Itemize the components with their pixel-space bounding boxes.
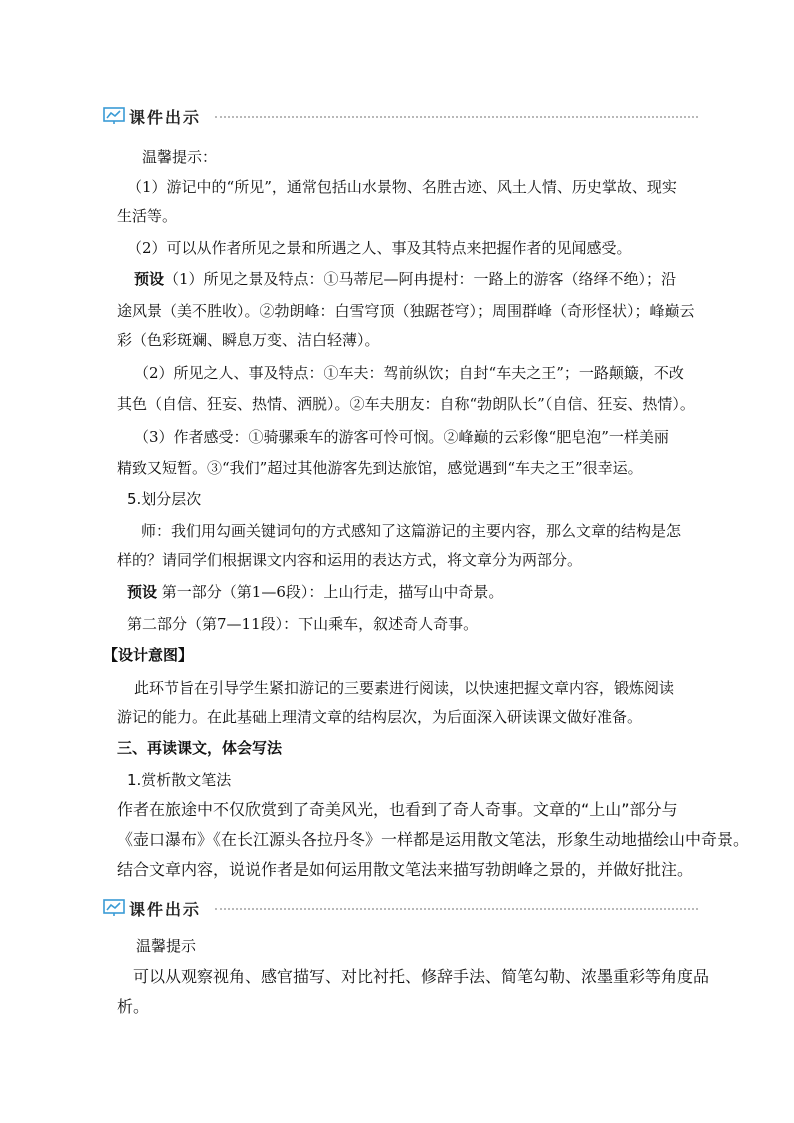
text-line: 此环节旨在引导学生紧扣游记的三要素进行阅读，以快速把握文章内容，锻炼阅读 [134,679,675,697]
text-line: 作者在旅途中不仅欣赏到了奇美风光，也看到了奇人奇事。文章的“上山”部分与 [117,800,678,819]
header-divider [215,116,698,118]
text-line: 彩（色彩斑斓、瞬息万变、洁白轻薄）。 [117,331,380,349]
text-line: 精致又短暂。③“我们”超过其他游客先到达旅馆，感觉遇到“车夫之王”很幸运。 [117,459,643,477]
text-line: 析。 [117,997,150,1016]
text-line: 游记的能力。在此基础上理清文章的结构层次，为后面深入研读课文做好准备。 [117,708,643,726]
header-label: 课件出示 [129,108,202,127]
preset-label: 预设 [127,583,158,601]
text-line: 预设 第一部分（第1—6段）：上山行走，描写山中奇景。 [127,583,504,601]
text-line: 结合文章内容，说说作者是如何运用散文笔法来描写勃朗峰之景的，并做好批注。 [117,860,694,879]
text-line: 可以从观察视角、感官描写、对比衬托、修辞手法、简笔勾勒、浓墨重彩等角度品 [133,967,710,986]
design-intent-title: 【设计意图】 [103,646,194,664]
header-divider [215,908,698,910]
text-line: 途风景（美不胜收）。②勃朗峰：白雪穹顶（独踞苍穹）；周围群峰（奇形怪状）；峰巅云 [117,302,695,320]
courseware-header [103,105,698,127]
presentation-board-icon [103,899,125,917]
section-heading: 三、再读课文，体会写法 [117,739,283,757]
text-line: （2）可以从作者所见之景和所遇之人、事及其特点来把握作者的见闻感受。 [127,239,632,257]
text-line: （2）所见之人、事及特点：①车夫：驾前纵饮；自封“车夫之王”；一路颠簸，不改 [134,364,684,382]
text-line: 生活等。 [117,207,178,225]
header-label: 课件出示 [129,900,202,919]
text-line: 《壶口瀑布》《在长江源头各拉丹冬》一样都是运用散文笔法，形象生动地描绘山中奇景。 [117,830,750,849]
presentation-board-icon [103,107,125,125]
section-title: 5.划分层次 [127,490,202,508]
text-line: （3）作者感受：①骑骡乘车的游客可怜可悯。②峰巅的云彩像“肥皂泡”一样美丽 [134,428,669,446]
text-line: 师：我们用勾画关键词句的方式感知了这篇游记的主要内容，那么文章的结构是怎 [141,522,682,540]
preset-label: 预设 [134,270,165,288]
text-line: 其色（自信、狂妄、热情、洒脱）。②车夫朋友：自称“勃朗队长”（自信、狂妄、热情）。 [117,395,695,413]
text-line: 第二部分（第7—11段）：下山乘车，叙述奇人奇事。 [127,615,479,633]
tip-title: 温馨提示： [142,148,218,166]
text-line: 预设（1）所见之景及特点：①马蒂尼—阿冉提村：一路上的游客（络绎不绝）；沿 [134,270,677,288]
text-line: （1）游记中的“所见”，通常包括山水景物、名胜古迹、风土人情、历史掌故、现实 [127,178,677,196]
courseware-header [103,897,698,919]
text-line: 样的？请同学们根据课文内容和运用的表达方式，将文章分为两部分。 [117,551,583,569]
tip-title: 温馨提示 [136,937,197,955]
subsection-title: 1.赏析散文笔法 [127,771,232,789]
